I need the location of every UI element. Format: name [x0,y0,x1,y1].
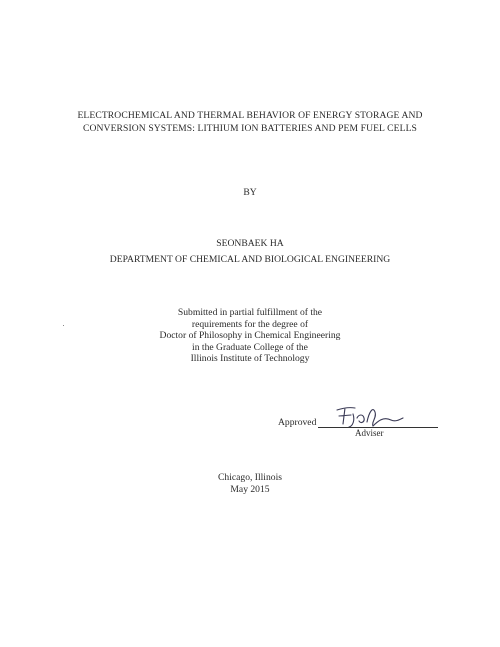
approved-label: Approved [278,417,317,428]
submission-line: in the Graduate College of the [192,341,308,353]
date: May 2015 [230,483,270,495]
title-line-1: ELECTROCHEMICAL AND THERMAL BEHAVIOR OF ENERGY STORAGE AND [77,110,423,121]
place-and-date [0,472,500,495]
by-label: BY [243,187,257,198]
location: Chicago, Illinois [218,472,282,483]
department-name: DEPARTMENT OF CHEMICAL AND BIOLOGICAL ENGINEERING [109,254,391,265]
title-line-2: CONVERSION SYSTEMS: LITHIUM ION BATTERIES AND PEM FUEL CELLS [83,122,417,134]
adviser-label: Adviser [355,428,384,438]
thesis-title [0,110,500,135]
approval-block [275,408,445,448]
submission-line: Doctor of Philosophy in Chemical Engineering [159,330,341,342]
submission-line: Submitted in partial fulfillment of the [177,307,323,318]
submission-line: requirements for the degree of [191,318,309,330]
submission-line: Illinois Institute of Technology [190,353,310,365]
author-name: SEONBAEK HA [216,238,284,249]
submission-statement [0,307,500,365]
